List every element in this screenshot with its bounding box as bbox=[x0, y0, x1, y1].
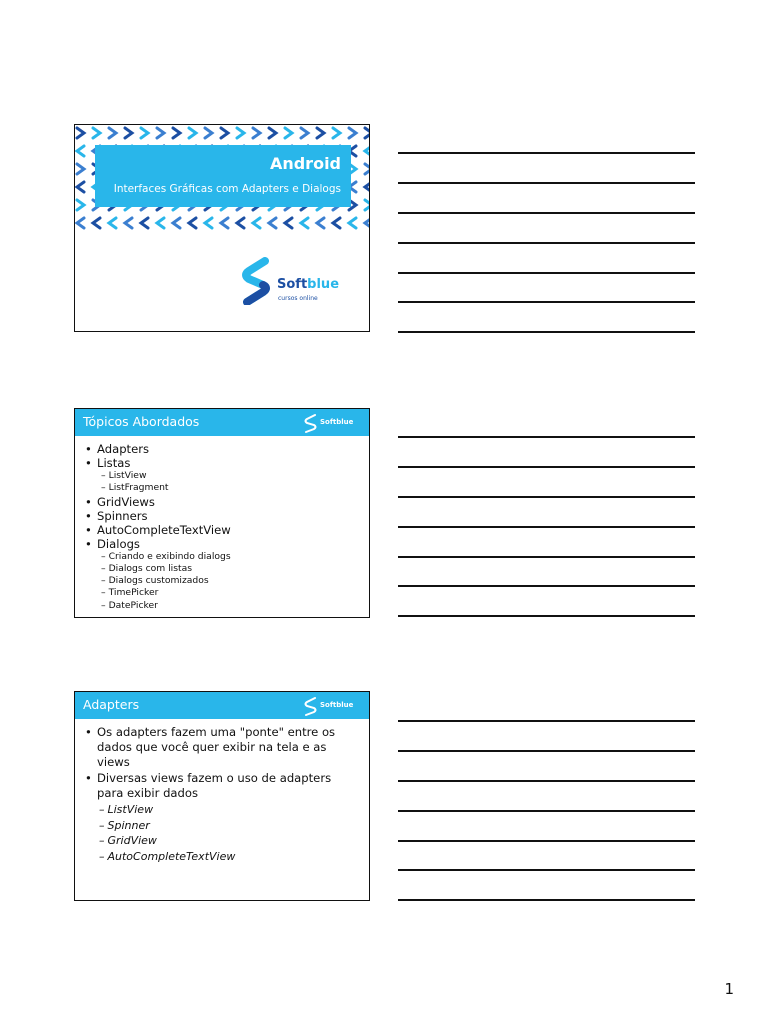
chevron-shape bbox=[285, 128, 292, 138]
bullet-list bbox=[85, 442, 361, 612]
bullet-item: • GridViews bbox=[85, 495, 361, 509]
chevron-shape bbox=[333, 218, 340, 228]
chevron-shape bbox=[365, 146, 370, 156]
dash-marker: – bbox=[99, 849, 105, 863]
chevron-shape bbox=[221, 218, 228, 228]
dash-marker: – bbox=[101, 575, 106, 587]
note-line bbox=[398, 212, 695, 214]
bullet-list bbox=[85, 725, 361, 864]
slide-title-text: Android bbox=[269, 154, 341, 173]
sub-bullet-text: GridView bbox=[107, 834, 157, 847]
bullet-item: • AutoCompleteTextView bbox=[85, 523, 361, 537]
slide-header-title: Tópicos Abordados bbox=[83, 414, 200, 429]
softblue-logo-small bbox=[303, 696, 363, 716]
dash-marker: – bbox=[101, 470, 106, 481]
logo-small-text: Softblue bbox=[320, 418, 354, 426]
chevron-shape bbox=[125, 128, 132, 138]
logo-tagline: cursos online bbox=[278, 295, 318, 302]
slide-header bbox=[75, 692, 369, 719]
title-box bbox=[95, 145, 351, 207]
slide-title bbox=[74, 124, 370, 332]
logo-brand-soft: Soft bbox=[277, 277, 308, 292]
slide-header bbox=[75, 409, 369, 436]
sub-bullet-item bbox=[85, 587, 361, 599]
dash-marker: – bbox=[99, 818, 105, 832]
bullet-item: • Os adapters fazem uma "ponte" entre os dados que você quer exibir na tela e as views bbox=[85, 725, 361, 770]
sub-bullet-item bbox=[85, 818, 361, 834]
chevron-shape bbox=[77, 146, 84, 156]
note-line bbox=[398, 899, 695, 901]
chevron-shape bbox=[93, 128, 100, 138]
dash-marker: – bbox=[101, 599, 106, 611]
note-line bbox=[398, 780, 695, 782]
sub-bullet-text: Spinner bbox=[107, 818, 150, 832]
dash-marker: – bbox=[101, 482, 106, 494]
note-line bbox=[398, 182, 695, 184]
sub-bullet-item bbox=[85, 849, 361, 865]
dash-marker: – bbox=[101, 587, 106, 599]
sub-bullet-text: AutoCompleteTextView bbox=[107, 849, 236, 863]
sub-bullet-item bbox=[85, 470, 361, 482]
note-line bbox=[398, 466, 695, 468]
page-number: 1 bbox=[724, 980, 734, 998]
chevron-shape bbox=[365, 128, 370, 138]
note-line bbox=[398, 526, 695, 528]
chevron-shape bbox=[77, 200, 84, 210]
chevron-shape bbox=[93, 218, 100, 228]
chevron-shape bbox=[349, 218, 356, 228]
bullet-item: • Listas bbox=[85, 456, 361, 470]
note-line bbox=[398, 840, 695, 842]
chevron-shape bbox=[349, 128, 356, 138]
chevron-shape bbox=[125, 218, 132, 228]
sub-bullet-item bbox=[85, 575, 361, 587]
sub-bullet-item bbox=[85, 833, 361, 849]
chevron-shape bbox=[365, 218, 370, 228]
note-line bbox=[398, 496, 695, 498]
note-line bbox=[398, 436, 695, 438]
chevron-shape bbox=[269, 218, 276, 228]
chevron-shape bbox=[365, 200, 370, 210]
bullet-item: • Dialogs bbox=[85, 537, 361, 551]
note-line bbox=[398, 152, 695, 154]
note-line bbox=[398, 750, 695, 752]
sub-bullet-item bbox=[85, 482, 361, 494]
dash-marker: – bbox=[99, 803, 105, 816]
sub-bullet-item bbox=[85, 563, 361, 575]
softblue-s-icon bbox=[303, 413, 319, 433]
dash-marker: – bbox=[101, 562, 106, 574]
chevron-shape bbox=[157, 218, 164, 228]
slide-adapters bbox=[74, 691, 370, 901]
note-line bbox=[398, 242, 695, 244]
dash-marker: – bbox=[101, 550, 106, 562]
chevron-shape bbox=[157, 128, 164, 138]
chevron-shape bbox=[285, 218, 292, 228]
bullet-item: • Adapters bbox=[85, 442, 361, 456]
note-line bbox=[398, 556, 695, 558]
sub-bullet-text: ListFragment bbox=[108, 482, 169, 494]
sub-bullet-text: ListView bbox=[108, 470, 147, 481]
chevron-shape bbox=[189, 218, 196, 228]
chevron-shape bbox=[253, 128, 260, 138]
sub-bullet-item bbox=[85, 551, 361, 563]
note-line bbox=[398, 869, 695, 871]
sub-bullet-item bbox=[85, 802, 361, 818]
chevron-shape bbox=[269, 128, 276, 138]
chevron-shape bbox=[205, 128, 212, 138]
slide-topics bbox=[74, 408, 370, 618]
chevron-shape bbox=[333, 128, 340, 138]
softblue-s-icon bbox=[303, 696, 319, 716]
chevron-shape bbox=[317, 128, 324, 138]
sub-bullet-text: Dialogs customizados bbox=[108, 575, 209, 587]
note-line bbox=[398, 331, 695, 333]
softblue-logo bbox=[239, 257, 340, 309]
sub-bullet-text: TimePicker bbox=[108, 587, 159, 599]
slide-header-title: Adapters bbox=[83, 697, 140, 712]
chevron-shape bbox=[237, 128, 244, 138]
chevron-shape bbox=[173, 128, 180, 138]
chevron-shape bbox=[365, 182, 370, 192]
dash-marker: – bbox=[99, 834, 105, 847]
slide-subtitle-text: Interfaces Gráficas com Adapters e Dialogs bbox=[113, 183, 341, 195]
chevron-shape bbox=[365, 164, 370, 174]
chevron-shape bbox=[141, 128, 148, 138]
sub-bullet-text: DatePicker bbox=[108, 599, 158, 611]
bullet-item: • Diversas views fazem o uso de adapters para exibir dados bbox=[85, 771, 361, 801]
note-line bbox=[398, 585, 695, 587]
logo-brand-blue: blue bbox=[307, 277, 340, 292]
chevron-shape bbox=[77, 164, 84, 174]
chevron-shape bbox=[109, 128, 116, 138]
sub-bullet-text: ListView bbox=[107, 803, 154, 816]
sub-bullet-item bbox=[85, 600, 361, 612]
chevron-shape bbox=[237, 218, 244, 228]
chevron-shape bbox=[77, 218, 84, 228]
chevron-shape bbox=[205, 218, 212, 228]
chevron-shape bbox=[141, 218, 148, 228]
softblue-s-icon bbox=[239, 257, 275, 305]
note-line bbox=[398, 615, 695, 617]
logo-small-text: Softblue bbox=[320, 701, 354, 709]
chevron-shape bbox=[301, 128, 308, 138]
chevron-shape bbox=[77, 128, 84, 138]
note-line bbox=[398, 720, 695, 722]
note-line bbox=[398, 810, 695, 812]
sub-bullet-text: Criando e exibindo dialogs bbox=[108, 550, 231, 562]
chevron-shape bbox=[77, 182, 84, 192]
bullet-item: • Spinners bbox=[85, 509, 361, 523]
logo-brand bbox=[277, 277, 339, 292]
chevron-shape bbox=[109, 218, 116, 228]
chevron-shape bbox=[317, 218, 324, 228]
chevron-shape bbox=[189, 128, 196, 138]
chevron-shape bbox=[221, 128, 228, 138]
chevron-shape bbox=[301, 218, 308, 228]
sub-bullet-text: Dialogs com listas bbox=[108, 562, 193, 574]
chevron-shape bbox=[173, 218, 180, 228]
softblue-logo-small bbox=[303, 413, 363, 433]
note-line bbox=[398, 272, 695, 274]
chevron-shape bbox=[253, 218, 260, 228]
note-line bbox=[398, 301, 695, 303]
